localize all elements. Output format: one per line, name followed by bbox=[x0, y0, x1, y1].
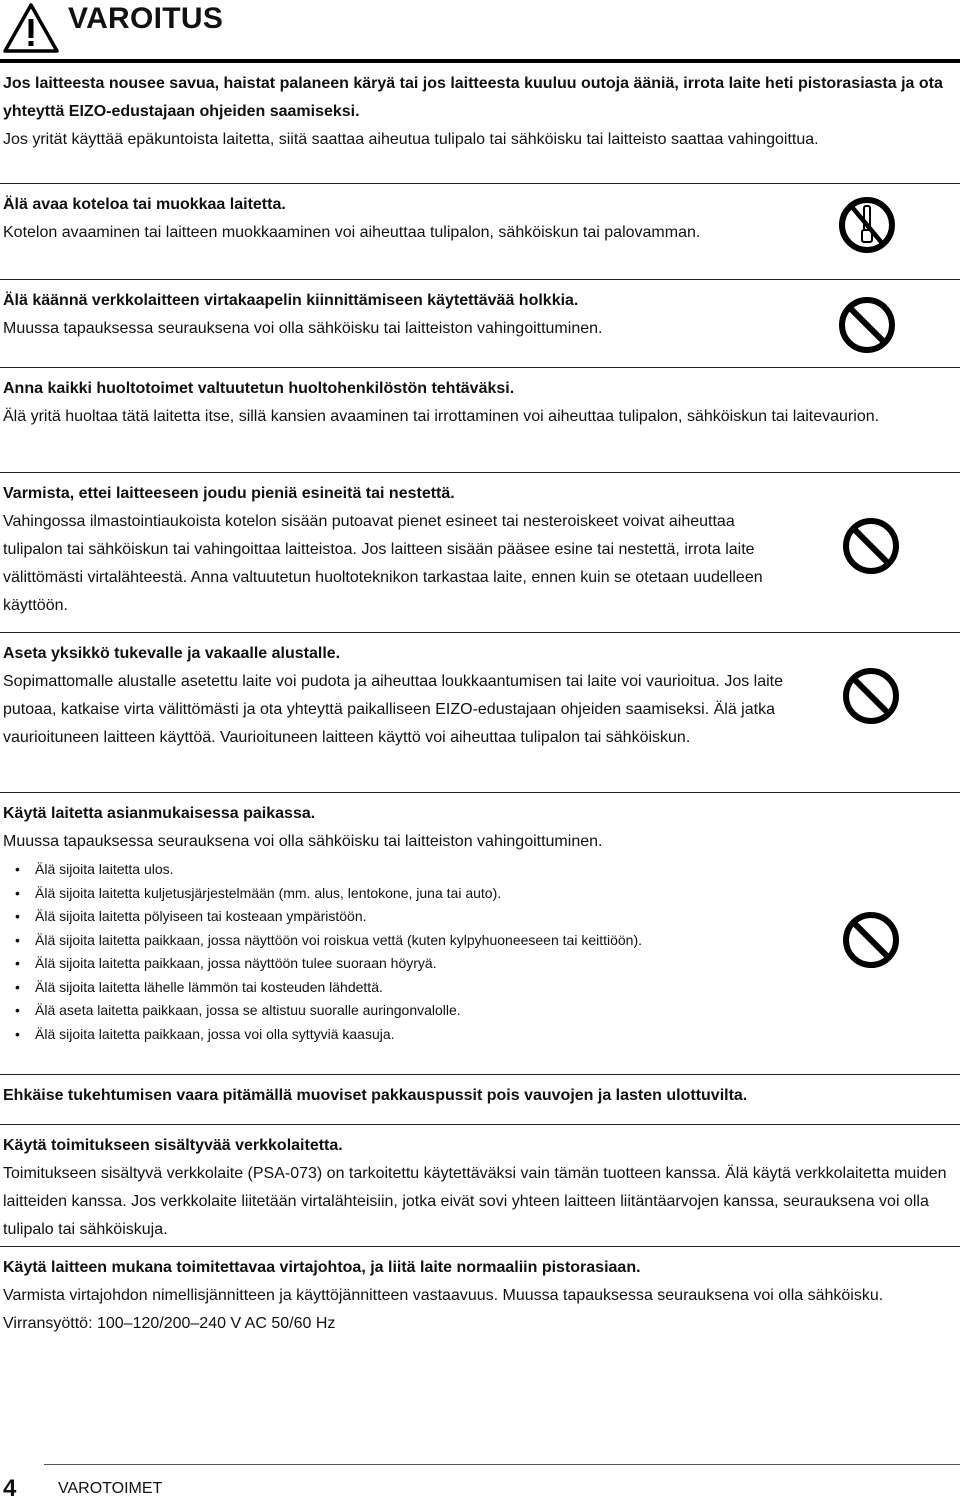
list-item: • Älä sijoita laitetta lähelle lämmön tai kosteuden lähdettä. bbox=[3, 976, 793, 1000]
warning-section-smoke bbox=[0, 66, 960, 184]
warning-text: Toimitukseen sisältyvä verkkolaite (PSA-073) on tarkoitettu käytettäväksi vain tämän tuotteen kanssa. Älä käytä verkkolaitetta muiden laitteiden kanssa. Jos verkkolaite liitetään virtalähteisiin, jotka eivät sovi yhteen laitteen liitäntäarvojen kanssa, seurauksena voi olla tulipalo tai sähköiskuja. bbox=[3, 1165, 947, 1238]
page-title: VAROITUS bbox=[68, 2, 224, 35]
warning-text: Kotelon avaaminen tai laitteen muokkaaminen voi aiheuttaa tulipalon, sähköiskun tai palovamman. bbox=[3, 224, 701, 241]
list-item: • Älä aseta laitetta paikkaan, jossa se altistuu suoralle auringonvalolle. bbox=[3, 999, 793, 1023]
location-bullet-list bbox=[3, 858, 793, 1046]
prohibition-icon bbox=[838, 296, 896, 354]
warning-section-cable bbox=[0, 280, 960, 368]
warning-heading: Käytä laitteen mukana toimitettavaa virtajohtoa, ja liitä laite normaaliin pistorasiaan. bbox=[3, 1259, 641, 1276]
warning-text: Vahingossa ilmastointiaukoista kotelon sisään putoavat pienet esineet tai nesteroiskeet voivat aiheuttaa tulipalon tai sähköiskun tai vahingoittaa laitteistoa. Jos laitteen sisään pääsee esine tai nestettä, irrota laite välittömästi virtalähteestä. Anna valtuutetun huoltoteknikon tarkastaa laite, ennen kuin se otetaan uudelleen käyttöön. bbox=[3, 513, 763, 614]
footer-section-name: VAROTOIMET bbox=[58, 1480, 163, 1497]
list-item: • Älä sijoita laitetta ulos. bbox=[3, 858, 793, 882]
warning-section-power-cord bbox=[0, 1247, 960, 1377]
warning-section-service bbox=[0, 368, 960, 473]
page-footer bbox=[0, 1462, 960, 1501]
footer-divider bbox=[44, 1464, 960, 1465]
page-number: 4 bbox=[3, 1475, 17, 1502]
list-item: • Älä sijoita laitetta pölyiseen tai kosteaan ympäristöön. bbox=[3, 905, 793, 929]
warning-text: Sopimattomalle alustalle asetettu laite voi pudota ja aiheuttaa loukkaantumisen tai laite voi vaurioitua. Jos laite putoaa, katkaise virta välittömästi ja ota yhteyttä paikalliseen EIZO-edustajaan ohjeiden saamiseksi. Älä jatka vaurioituneen laitteen käyttöä. Vaurioituneen laitteen käyttö voi aiheuttaa tulipalon tai sähköiskun. bbox=[3, 673, 784, 746]
warning-heading: Älä avaa koteloa tai muokkaa laitetta. bbox=[3, 196, 286, 213]
header-divider bbox=[0, 59, 960, 63]
warning-sections bbox=[0, 66, 960, 1377]
warning-heading: Jos laitteesta nousee savua, haistat palaneen käryä tai jos laitteesta kuuluu outoja ääniä, irrota laite heti pistorasiasta ja ota yhteyttä EIZO-edustajaan ohjeiden saamiseksi. bbox=[3, 75, 943, 120]
warning-section-surface bbox=[0, 633, 960, 793]
warning-heading: Käytä toimitukseen sisältyvää verkkolaitetta. bbox=[3, 1137, 343, 1154]
warning-heading: Käytä laitetta asianmukaisessa paikassa. bbox=[3, 805, 316, 822]
prohibition-icon bbox=[842, 667, 900, 725]
no-disassembly-icon bbox=[838, 196, 896, 254]
list-item: • Älä sijoita laitetta kuljetusjärjestelmään (mm. alus, lentokone, juna tai auto). bbox=[3, 882, 793, 906]
page-header bbox=[0, 0, 960, 62]
warning-heading: Varmista, ettei laitteeseen joudu pieniä esineitä tai nestettä. bbox=[3, 485, 455, 502]
warning-section-location bbox=[0, 793, 960, 1075]
warning-section-casing bbox=[0, 184, 960, 280]
warning-triangle-icon bbox=[2, 2, 60, 54]
list-item: • Älä sijoita laitetta paikkaan, jossa voi olla syttyviä kaasuja. bbox=[3, 1023, 793, 1047]
prohibition-icon bbox=[842, 517, 900, 575]
list-item: • Älä sijoita laitetta paikkaan, jossa näyttöön voi roiskua vettä (kuten kylpyhuoneeseen tai keittiöön). bbox=[3, 929, 793, 953]
warning-text: Varmista virtajohdon nimellisjännitteen ja käyttöjännitteen vastaavuus. Muussa tapauksessa seurauksena voi olla sähköisku. bbox=[3, 1287, 884, 1304]
power-supply-spec: Virransyöttö: 100–120/200–240 V AC 50/60 Hz bbox=[3, 1315, 336, 1332]
warning-heading: Ehkäise tukehtumisen vaara pitämällä muoviset pakkauspussit pois vauvojen ja lasten ulottuvilta. bbox=[3, 1087, 748, 1104]
warning-section-liquids bbox=[0, 473, 960, 633]
list-item: • Älä sijoita laitetta paikkaan, jossa näyttöön tulee suoraan höyryä. bbox=[3, 952, 793, 976]
warning-section-plastic-bags bbox=[0, 1075, 960, 1125]
warning-text: Muussa tapauksessa seurauksena voi olla sähköisku tai laitteiston vahingoittuminen. bbox=[3, 833, 603, 850]
warning-text: Älä yritä huoltaa tätä laitetta itse, sillä kansien avaaminen tai irrottaminen voi aiheuttaa tulipalon, sähköiskun tai laitevaurion. bbox=[3, 408, 880, 425]
warning-heading: Anna kaikki huoltotoimet valtuutetun huoltohenkilöstön tehtäväksi. bbox=[3, 380, 515, 397]
warning-text: Jos yrität käyttää epäkuntoista laitetta, siitä saattaa aiheutua tulipalo tai sähköisku tai laitteisto saattaa vahingoittua. bbox=[3, 131, 819, 148]
prohibition-icon bbox=[842, 911, 900, 969]
warning-heading: Älä käännä verkkolaitteen virtakaapelin kiinnittämiseen käytettävää holkkia. bbox=[3, 292, 579, 309]
warning-text: Muussa tapauksessa seurauksena voi olla sähköisku tai laitteiston vahingoittuminen. bbox=[3, 320, 603, 337]
warning-heading: Aseta yksikkö tukevalle ja vakaalle alustalle. bbox=[3, 645, 341, 662]
warning-section-adapter bbox=[0, 1125, 960, 1247]
